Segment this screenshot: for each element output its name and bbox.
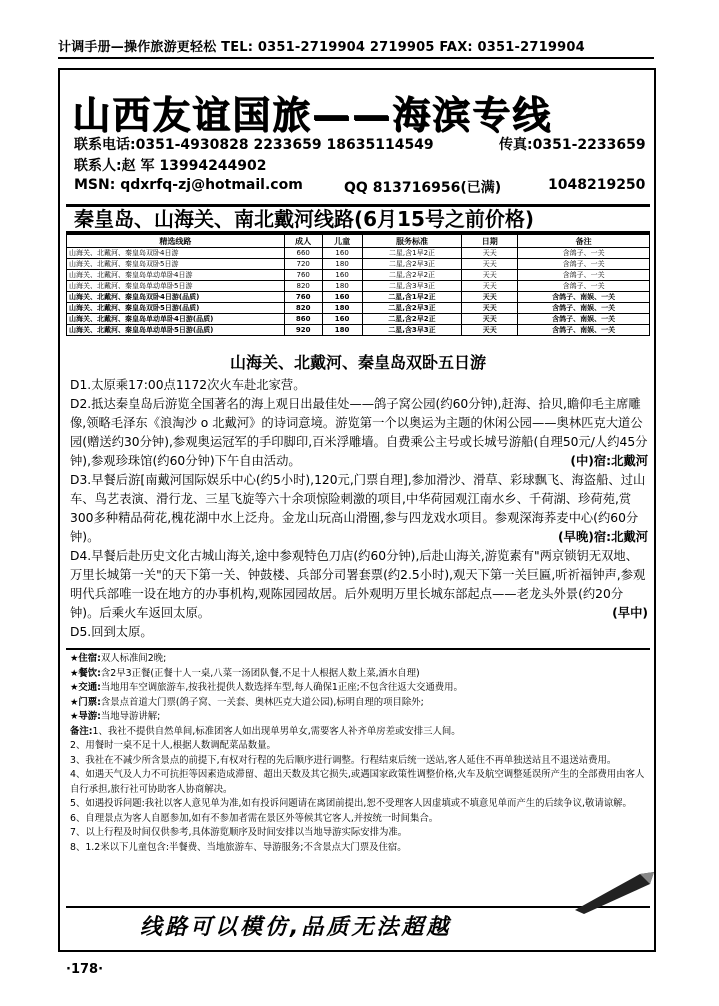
note-text: 1、我社不提供自然单间,标准团客人如出现单男单女,需要客人补齐单房差或安排三人间。 (92, 725, 461, 737)
note-item (70, 652, 648, 667)
child-price-cell: 180 (322, 259, 362, 270)
note-text: 含景点首道大门票(鸽子窝、一关套、奥林匹克大道公园),标明自理的项目除外; (100, 696, 424, 708)
adult-price-cell: 820 (284, 281, 322, 292)
qq2-value: 1048219250 (548, 177, 646, 193)
date-cell: 天天 (462, 281, 518, 292)
note-cell: 含鸽子、南娱、一关 (518, 325, 650, 336)
note-label: ★导游: (70, 711, 101, 722)
child-price-cell: 160 (322, 248, 362, 259)
contact-phone-row (74, 134, 646, 154)
fax-group (499, 134, 646, 154)
note-item (70, 826, 648, 841)
itinerary-day (70, 471, 648, 547)
qq-value: 813716956(已满) (372, 180, 502, 196)
standard-cell: 二星,含1早2正 (362, 248, 462, 259)
msn-value: qdxrfq-zj@hotmail.com (120, 177, 303, 193)
note-cell: 含鸽子、一关 (518, 259, 650, 270)
standard-cell: 二星,含1早2正 (362, 292, 462, 303)
table-row (67, 248, 650, 259)
adult-price-cell: 820 (284, 303, 322, 314)
adult-price-cell: 920 (284, 325, 322, 336)
note-item (70, 696, 648, 711)
col-header: 服务标准 (362, 235, 462, 248)
note-text: 8、1.2米以下儿童包含:半餐费、当地旅游车、导游服务;不含景点大门票及住宿。 (70, 841, 407, 853)
note-label: ★餐饮: (70, 667, 101, 679)
price-table (66, 234, 650, 336)
route-cell: 山海关、北戴河、秦皇岛单动单卧4日游(品质) (67, 314, 285, 325)
note-item (70, 797, 648, 812)
route-cell: 山海关、北戴河、秦皇岛单动单卧5日游(品质) (67, 325, 285, 336)
day-label: D5. (70, 625, 92, 639)
child-price-cell: 180 (322, 325, 362, 336)
person-value: 赵 军 13994244902 (121, 158, 267, 174)
table-row (67, 259, 650, 270)
note-text: 含2早3正餐(正餐十人一桌,八菜一汤团队餐,不足十人根据人数上菜,酒水自理) (100, 667, 420, 679)
note-item (70, 739, 648, 754)
note-label: 备注: (70, 725, 93, 737)
col-header: 日期 (462, 235, 518, 248)
divider (66, 906, 650, 908)
adult-price-cell: 720 (284, 259, 322, 270)
notes-block (70, 652, 648, 855)
standard-cell: 二星,含3早3正 (362, 325, 462, 336)
day-text: 早餐后游[南戴河国际娱乐中心(约5小时),120元,门票自理],参加滑沙、滑草、彩球飘飞、海盗船、过山车、鸟艺表演、滑行龙、三星飞旋等六十余项惊险刺激的项目,中华荷园观江南水乡、千荷湖、珍荷苑,赏300多种精品荷花,槐花湖中水上泛舟。金龙山玩高山滑圈,参与四龙戏水项目。参观深海荞麦中心(约60分钟)。 (70, 473, 646, 544)
standard-cell: 二星,含2早3正 (362, 303, 462, 314)
note-item (70, 725, 648, 740)
itinerary (70, 376, 648, 642)
note-label: ★交通: (70, 682, 101, 693)
col-header: 备注 (518, 235, 650, 248)
slogan: 线路可以模仿,品质无法超越 (140, 915, 452, 940)
note-cell: 含鸽子、一关 (518, 270, 650, 281)
note-text: 当地导游讲解; (100, 711, 161, 722)
note-item (70, 681, 648, 696)
fax-number: 0351-2233659 (532, 137, 646, 153)
day-label: D3. (70, 473, 92, 487)
note-label: ★住宿: (70, 653, 101, 664)
date-cell: 天天 (462, 314, 518, 325)
day-label: D2. (70, 397, 92, 411)
date-cell: 天天 (462, 325, 518, 336)
note-text: 当地用车空调旅游车,按我社提供人数选择车型,每人确保1正座;不包含往返大交通费用。 (100, 682, 463, 693)
meal-lodging: (早晚)宿:北戴河 (558, 530, 648, 544)
meal-lodging: (早中) (612, 606, 648, 620)
day-label: D1. (70, 378, 92, 392)
note-item (70, 710, 648, 725)
divider (66, 648, 650, 650)
table-row (67, 292, 650, 303)
day-text: 太原乘17:00点1172次火车赴北家营。 (91, 378, 306, 392)
contact-person-row (74, 155, 267, 175)
child-price-cell: 180 (322, 303, 362, 314)
date-cell: 天天 (462, 248, 518, 259)
standard-cell: 二星,含2早2正 (362, 314, 462, 325)
day-text: 抵达秦皇岛后游览全国著名的海上观日出最佳处——鸽子窝公园(约60分钟),赶海、拾贝,瞻仰毛主席雕像,领略毛泽东《浪淘沙 o 北戴河》的诗词意境。游览第一个以奥运为主题的休闲公园——奥林匹克大道公园(赠送约30分钟),参观奥运冠军的手印脚印,百米浮雕墙。自费乘公主号或长城号游船(自理50元/人约45分钟),参观珍珠馆(约60分钟)下午自由活动。 (70, 397, 648, 468)
route-cell: 山海关、北戴河、秦皇岛双卧4日游 (67, 248, 285, 259)
day-label: D4. (70, 549, 92, 563)
note-text: 双人标准间2晚; (100, 653, 167, 664)
route-cell: 山海关、北戴河、秦皇岛双卧4日游(品质) (67, 292, 285, 303)
col-header: 儿童 (322, 235, 362, 248)
header-line: 计调手册—操作旅游更轻松 TEL: 0351-2719904 2719905 FAX: 0351-2719904 (58, 36, 654, 59)
standard-cell: 二星,含2早3正 (362, 259, 462, 270)
table-row (67, 325, 650, 336)
col-header: 精选线路 (67, 235, 285, 248)
note-text: 4、如遇天气及人力不可抗拒等因素造成滞留、超出天数及其它损失,或遇国家政策性调整价格,火车及航空调整延误所产生的全部费用由客人自行承担,旅行社可协助客人协商解决。 (70, 769, 645, 795)
table-row (67, 281, 650, 292)
route-cell: 山海关、北戴河、秦皇岛双卧5日游 (67, 259, 285, 270)
note-cell: 含鸽子、南娱、一关 (518, 314, 650, 325)
child-price-cell: 160 (322, 270, 362, 281)
note-text: 3、我社在不减少所含景点的前提下,有权对行程的先后顺序进行调整。行程结束后统一送站,客人延住不再单独送站且不退送站费用。 (70, 754, 617, 766)
fax-label: 传真: (499, 137, 533, 153)
route-cell: 山海关、北戴河、秦皇岛单动单卧5日游 (67, 281, 285, 292)
note-text: 5、如遇投诉问题:我社以客人意见单为准,如有投诉问题请在离团前提出,恕不受理客人因虚填或不填意见单而产生的后续争议,敬请谅解。 (70, 798, 632, 809)
standard-cell: 二星,含3早3正 (362, 281, 462, 292)
tour-title: 山海关、北戴河、秦皇岛双卧五日游 (229, 353, 486, 372)
adult-price-cell: 860 (284, 314, 322, 325)
table-header-row (67, 235, 650, 248)
contact-im-row (74, 177, 646, 196)
itinerary-day (70, 395, 648, 471)
date-cell: 天天 (462, 303, 518, 314)
note-text: 7、以上行程及时间仅供参考,具体游览顺序及时间安排以当地导游实际安排为准。 (70, 827, 408, 838)
note-text: 2、用餐时一桌不足十人,根据人数调配菜品数量。 (70, 740, 276, 751)
route-cell: 山海关、北戴河、秦皇岛单动单卧4日游 (67, 270, 285, 281)
page-number: ·178· (66, 962, 104, 977)
itinerary-day (70, 376, 648, 395)
note-cell: 含鸽子、南娱、一关 (518, 292, 650, 303)
day-text: 回到太原。 (91, 625, 153, 639)
phone-label: 联系电话: (74, 137, 136, 153)
adult-price-cell: 660 (284, 248, 322, 259)
note-cell: 含鸽子、一关 (518, 248, 650, 259)
qq-group (344, 177, 501, 197)
adult-price-cell: 760 (284, 292, 322, 303)
child-price-cell: 160 (322, 292, 362, 303)
table-row (67, 303, 650, 314)
date-cell: 天天 (462, 259, 518, 270)
agency-title: 山西友谊国旅——海滨专线 (72, 93, 553, 137)
date-cell: 天天 (462, 292, 518, 303)
phone-numbers: 0351-4930828 2233659 18635114549 (135, 137, 434, 153)
note-item (70, 754, 648, 769)
note-cell: 含鸽子、一关 (518, 281, 650, 292)
note-item (70, 768, 648, 797)
person-label: 联系人: (74, 158, 122, 174)
day-text: 早餐后赴历史文化古城山海关,途中参观特色刀店(约60分钟),后赴山海关,游览素有"两京锁钥无双地、万里长城第一关"的天下第一关、钟鼓楼、兵部分司署套票(约2.5小时),观天下第一关巨匾,听祈福钟声,参观明代兵部唯一设在地方的办事机构,观陈园园故居。后外观明万里长城东部起点——老龙头外景(约20分钟)。后乘火车返回太原。 (70, 549, 646, 620)
meal-lodging: (中)宿:北戴河 (570, 454, 648, 468)
note-item (70, 812, 648, 827)
itinerary-day (70, 623, 648, 642)
adult-price-cell: 760 (284, 270, 322, 281)
route-cell: 山海关、北戴河、秦皇岛双卧5日游(品质) (67, 303, 285, 314)
note-item (70, 667, 648, 682)
qq-label: QQ (344, 180, 368, 196)
section-title: 秦皇岛、山海关、南北戴河线路(6月15号之前价格) (66, 204, 650, 234)
child-price-cell: 160 (322, 314, 362, 325)
msn-label: MSN: (74, 177, 116, 193)
table-row (67, 270, 650, 281)
standard-cell: 二星,含2早2正 (362, 270, 462, 281)
itinerary-day (70, 547, 648, 623)
note-cell: 含鸽子、南娱、一关 (518, 303, 650, 314)
col-header: 成人 (284, 235, 322, 248)
table-row (67, 314, 650, 325)
child-price-cell: 180 (322, 281, 362, 292)
note-label: ★门票: (70, 696, 101, 708)
note-text: 6、自理景点为客人自愿参加,如有不参加者需在景区外等候其它客人,并按统一时间集合。 (70, 812, 439, 824)
pen-icon (570, 866, 660, 916)
date-cell: 天天 (462, 270, 518, 281)
note-item (70, 841, 648, 856)
